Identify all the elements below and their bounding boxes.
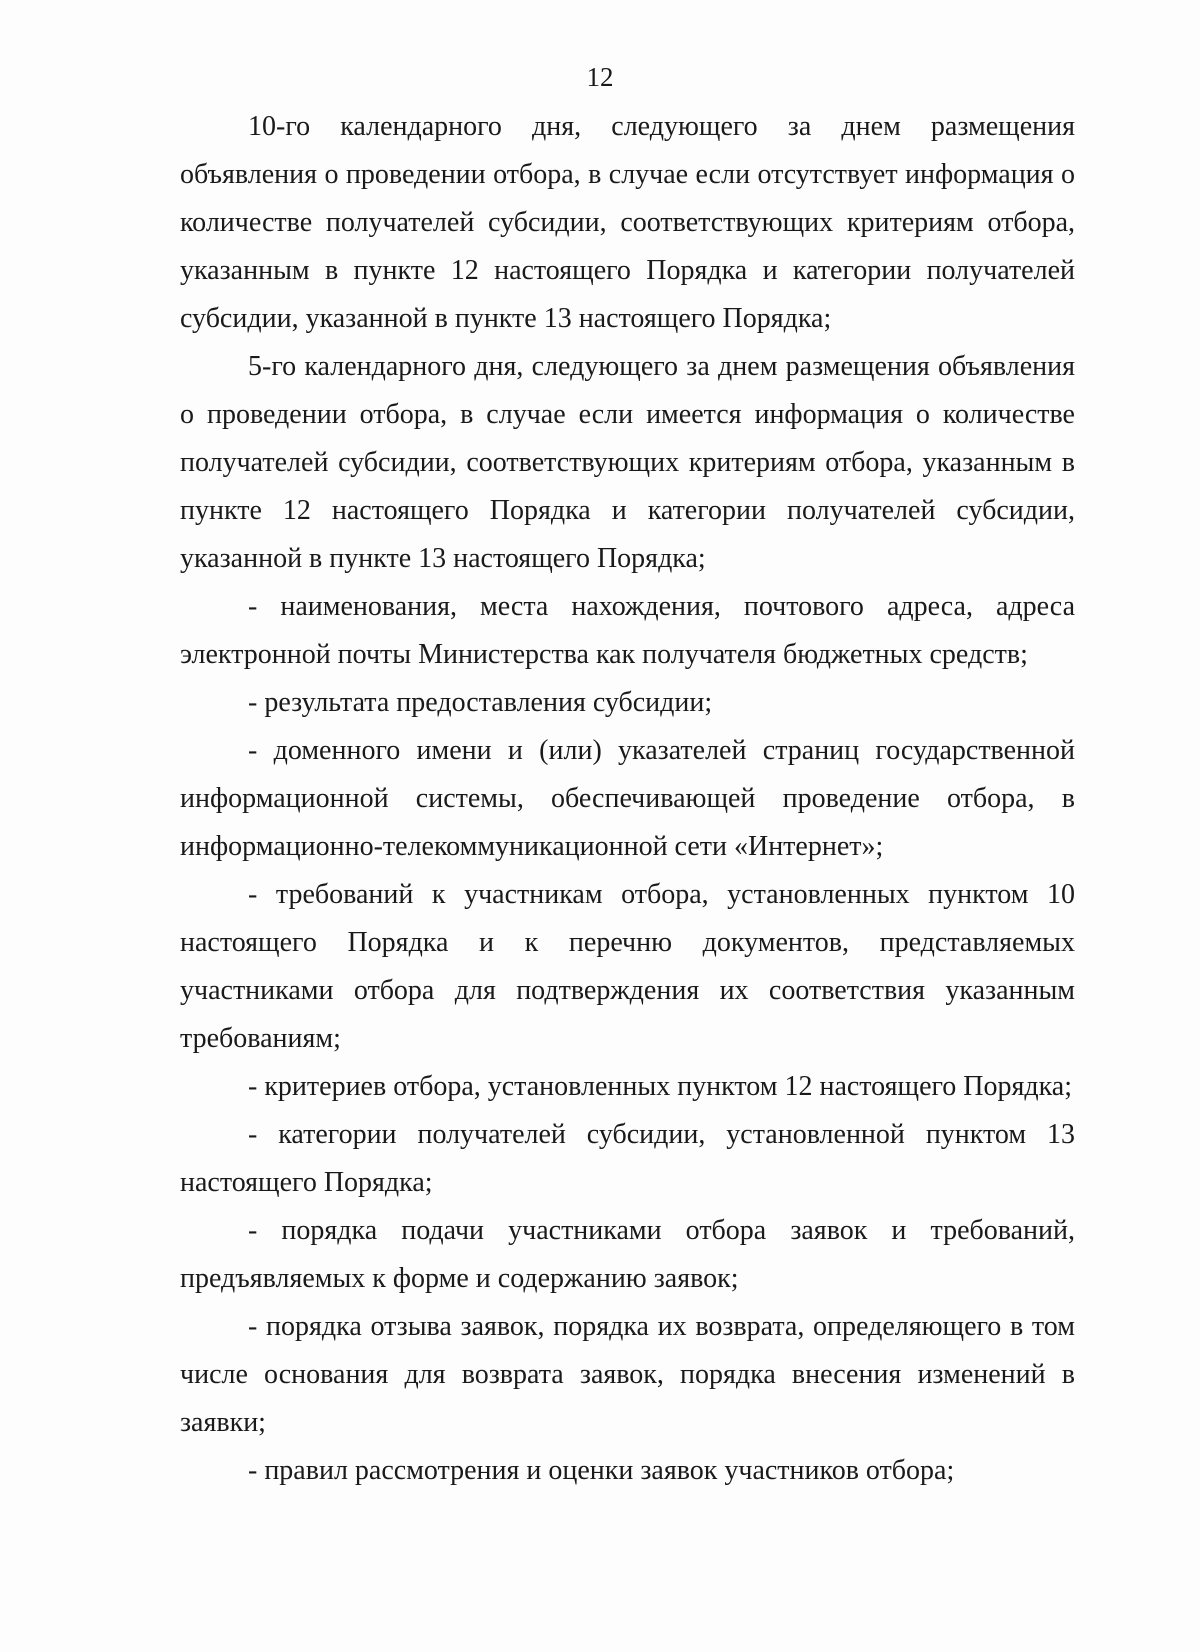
paragraph-deadline-10-day: 10-го календарного дня, следующего за днем размещения объявления о проведении отбора, в случае если отсутствует информация о количестве получателей субсидии, соответствующих критериям отбора, указанным в пункте 12 настоящего Порядка и категории получателей субсидии, указанной в пункте 13 настоящего Порядка; bbox=[180, 111, 1075, 334]
paragraph-deadline-5-day: 5-го календарного дня, следующего за днем размещения объявления о проведении отбора, в случае если имеется информация о количестве получателей субсидии, соответствующих критериям отбора, указанным в пункте 12 настоящего Порядка и категории получателей субсидии, указанной в пункте 13 настоящего Порядка; bbox=[180, 351, 1075, 574]
list-item-subsidy-result: - результата предоставления субсидии; bbox=[248, 687, 713, 718]
list-item-application-procedure: - порядка подачи участниками отбора заявок и требований, предъявляемых к форме и содержанию заявок; bbox=[180, 1215, 1075, 1294]
list-item-recipient-category: - категории получателей субсидии, установленной пунктом 13 настоящего Порядка; bbox=[180, 1119, 1075, 1198]
list-item-domain-name: - доменного имени и (или) указателей страниц государственной информационной системы, обеспечивающей проведение отбора, в информационно-телекоммуникационной сети «Интернет»; bbox=[180, 735, 1075, 862]
list-item-withdrawal-procedure: - порядка отзыва заявок, порядка их возврата, определяющего в том числе основания для возврата заявок, порядка внесения изменений в заявки; bbox=[180, 1311, 1075, 1438]
list-item-ministry-contacts: - наименования, места нахождения, почтового адреса, адреса электронной почты Министерства как получателя бюджетных средств; bbox=[180, 591, 1075, 670]
list-item-evaluation-rules: - правил рассмотрения и оценки заявок участников отбора; bbox=[248, 1455, 955, 1486]
list-item-participant-requirements: - требований к участникам отбора, установленных пунктом 10 настоящего Порядка и к перечню документов, представляемых участниками отбора для подтверждения их соответствия указанным требованиям; bbox=[180, 879, 1075, 1054]
list-item-selection-criteria: - критериев отбора, установленных пунктом 12 настоящего Порядка; bbox=[248, 1071, 1073, 1102]
document-body bbox=[180, 103, 1075, 1495]
page-number: 12 bbox=[586, 62, 614, 92]
